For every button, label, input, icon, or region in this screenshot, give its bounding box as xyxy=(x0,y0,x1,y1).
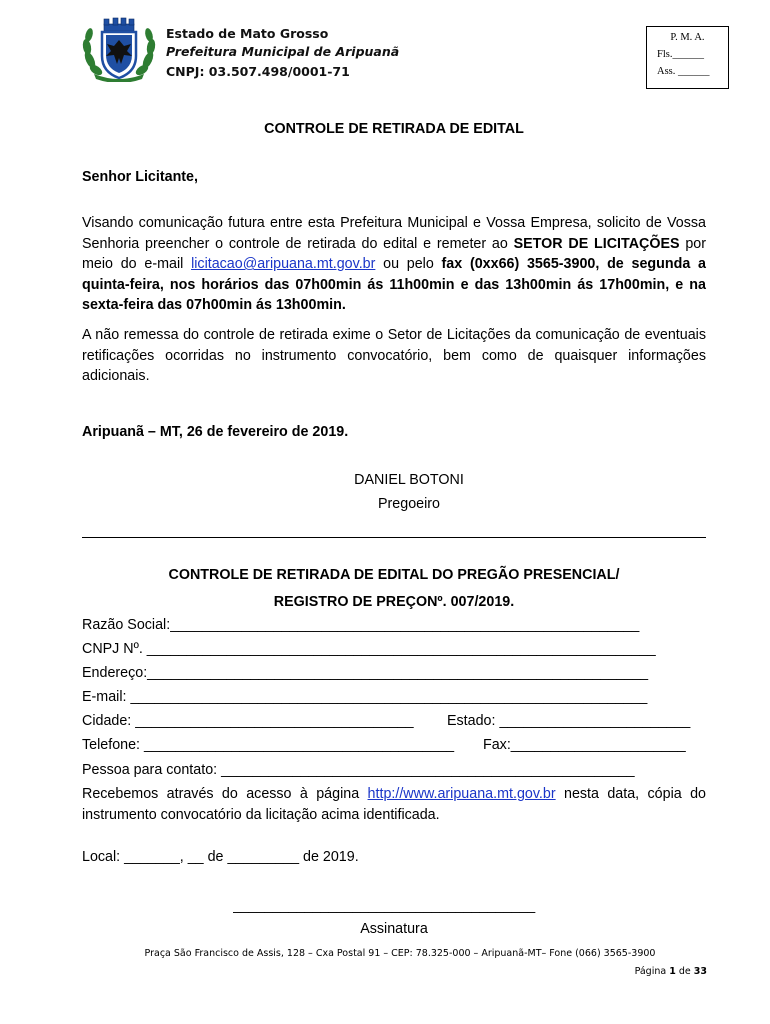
email-field[interactable]: E-mail: _________________________________________________________________ xyxy=(82,689,648,705)
signature-label: Assinatura xyxy=(360,921,428,937)
laurel-right-icon xyxy=(134,27,156,77)
fax-hours: fax (0xx66) 3565-3900, de segunda a quinta-feira, nos horários das 07h00min ás 11h00min e das 13h00min ás 17h00min, e na sexta-feira das 07h00min ás 13h00min. xyxy=(82,256,706,313)
signer-role: Pregoeiro xyxy=(378,496,440,512)
page-total: 33 xyxy=(693,966,707,977)
pma-ass: Ass. ______ xyxy=(657,66,710,77)
signature-line[interactable]: ______________________________________ xyxy=(233,898,536,914)
endereco-field[interactable]: Endereço:_______________________________________________________________ xyxy=(82,665,649,681)
signer-name: DANIEL BOTONI xyxy=(354,472,464,488)
pma-stamp-box xyxy=(646,26,729,89)
document-date: Aripuanã – MT, 26 de fevereiro de 2019. xyxy=(82,424,349,440)
contato-field[interactable]: Pessoa para contato: ____________________________________________________ xyxy=(82,762,635,778)
cidade-field[interactable]: Cidade: ___________________________________ xyxy=(82,713,414,729)
receipt-text: Recebemos através do acesso à página xyxy=(82,786,368,802)
receipt-paragraph xyxy=(82,784,706,825)
page-indicator xyxy=(635,966,707,977)
header-state: Estado de Mato Grosso xyxy=(166,26,329,41)
email-link[interactable]: licitacao@aripuana.mt.gov.br xyxy=(191,256,376,272)
razao-social-field[interactable]: Razão Social:___________________________________________________________ xyxy=(82,617,640,633)
salutation: Senhor Licitante, xyxy=(82,169,198,185)
paragraph-text: ou pelo xyxy=(375,256,442,272)
local-date-field[interactable]: Local: _______, __ de _________ de 2019. xyxy=(82,849,359,865)
header-prefecture: Prefeitura Municipal de Aripuanã xyxy=(166,44,400,59)
laurel-left-icon xyxy=(82,27,104,77)
page-label: de xyxy=(675,966,694,977)
receipt-text: nesta data, cópia do instrumento convocatório da licitação acima identificada. xyxy=(82,786,706,823)
telefone-field[interactable]: Telefone: _______________________________________ xyxy=(82,737,455,753)
website-link[interactable]: http://www.aripuana.mt.gov.br xyxy=(367,786,556,802)
paragraph-instructions xyxy=(82,213,706,316)
pma-title: P. M. A. xyxy=(670,32,705,43)
fax-field[interactable]: Fax:______________________ xyxy=(483,737,686,753)
document-title: CONTROLE DE RETIRADA DE EDITAL xyxy=(264,121,524,137)
estado-field[interactable]: Estado: ________________________ xyxy=(447,713,691,729)
paragraph-text: Visando comunicação futura entre esta Prefeitura Municipal e Vossa Empresa, solicito de Vossa Senhoria preencher o controle de retirada do edital e remeter ao xyxy=(82,215,706,252)
setor-licitacoes: SETOR DE LICITAÇÕES xyxy=(513,235,680,252)
footer-address: Praça São Francisco de Assis, 128 – Cxa Postal 91 – CEP: 78.325-000 – Aripuanã-MT– Fone (066) 3565-3900 xyxy=(144,948,656,959)
cnpj-field[interactable]: CNPJ Nº. ________________________________________________________________ xyxy=(82,641,656,657)
section-divider xyxy=(82,537,706,538)
paragraph-notice: A não remessa do controle de retirada exime o Setor de Licitações da comunicação de eventuais retificações ocorridas no instrumento convocatório, bem como de quaisquer informações adicionais. xyxy=(82,327,706,384)
form-title-line1: CONTROLE DE RETIRADA DE EDITAL DO PREGÃO PRESENCIAL/ xyxy=(168,567,620,583)
paragraph-text: por meio do e-mail xyxy=(82,235,706,272)
crown-icon xyxy=(104,18,134,31)
form-title-line2: REGISTRO DE PREÇONº. 007/2019. xyxy=(273,594,515,610)
page-label: Página xyxy=(634,966,670,977)
municipal-crest-logo xyxy=(80,16,158,82)
pma-fls: Fls.______ xyxy=(657,49,704,60)
page-current: 1 xyxy=(669,966,676,977)
header-cnpj: CNPJ: 03.507.498/0001-71 xyxy=(166,64,350,79)
